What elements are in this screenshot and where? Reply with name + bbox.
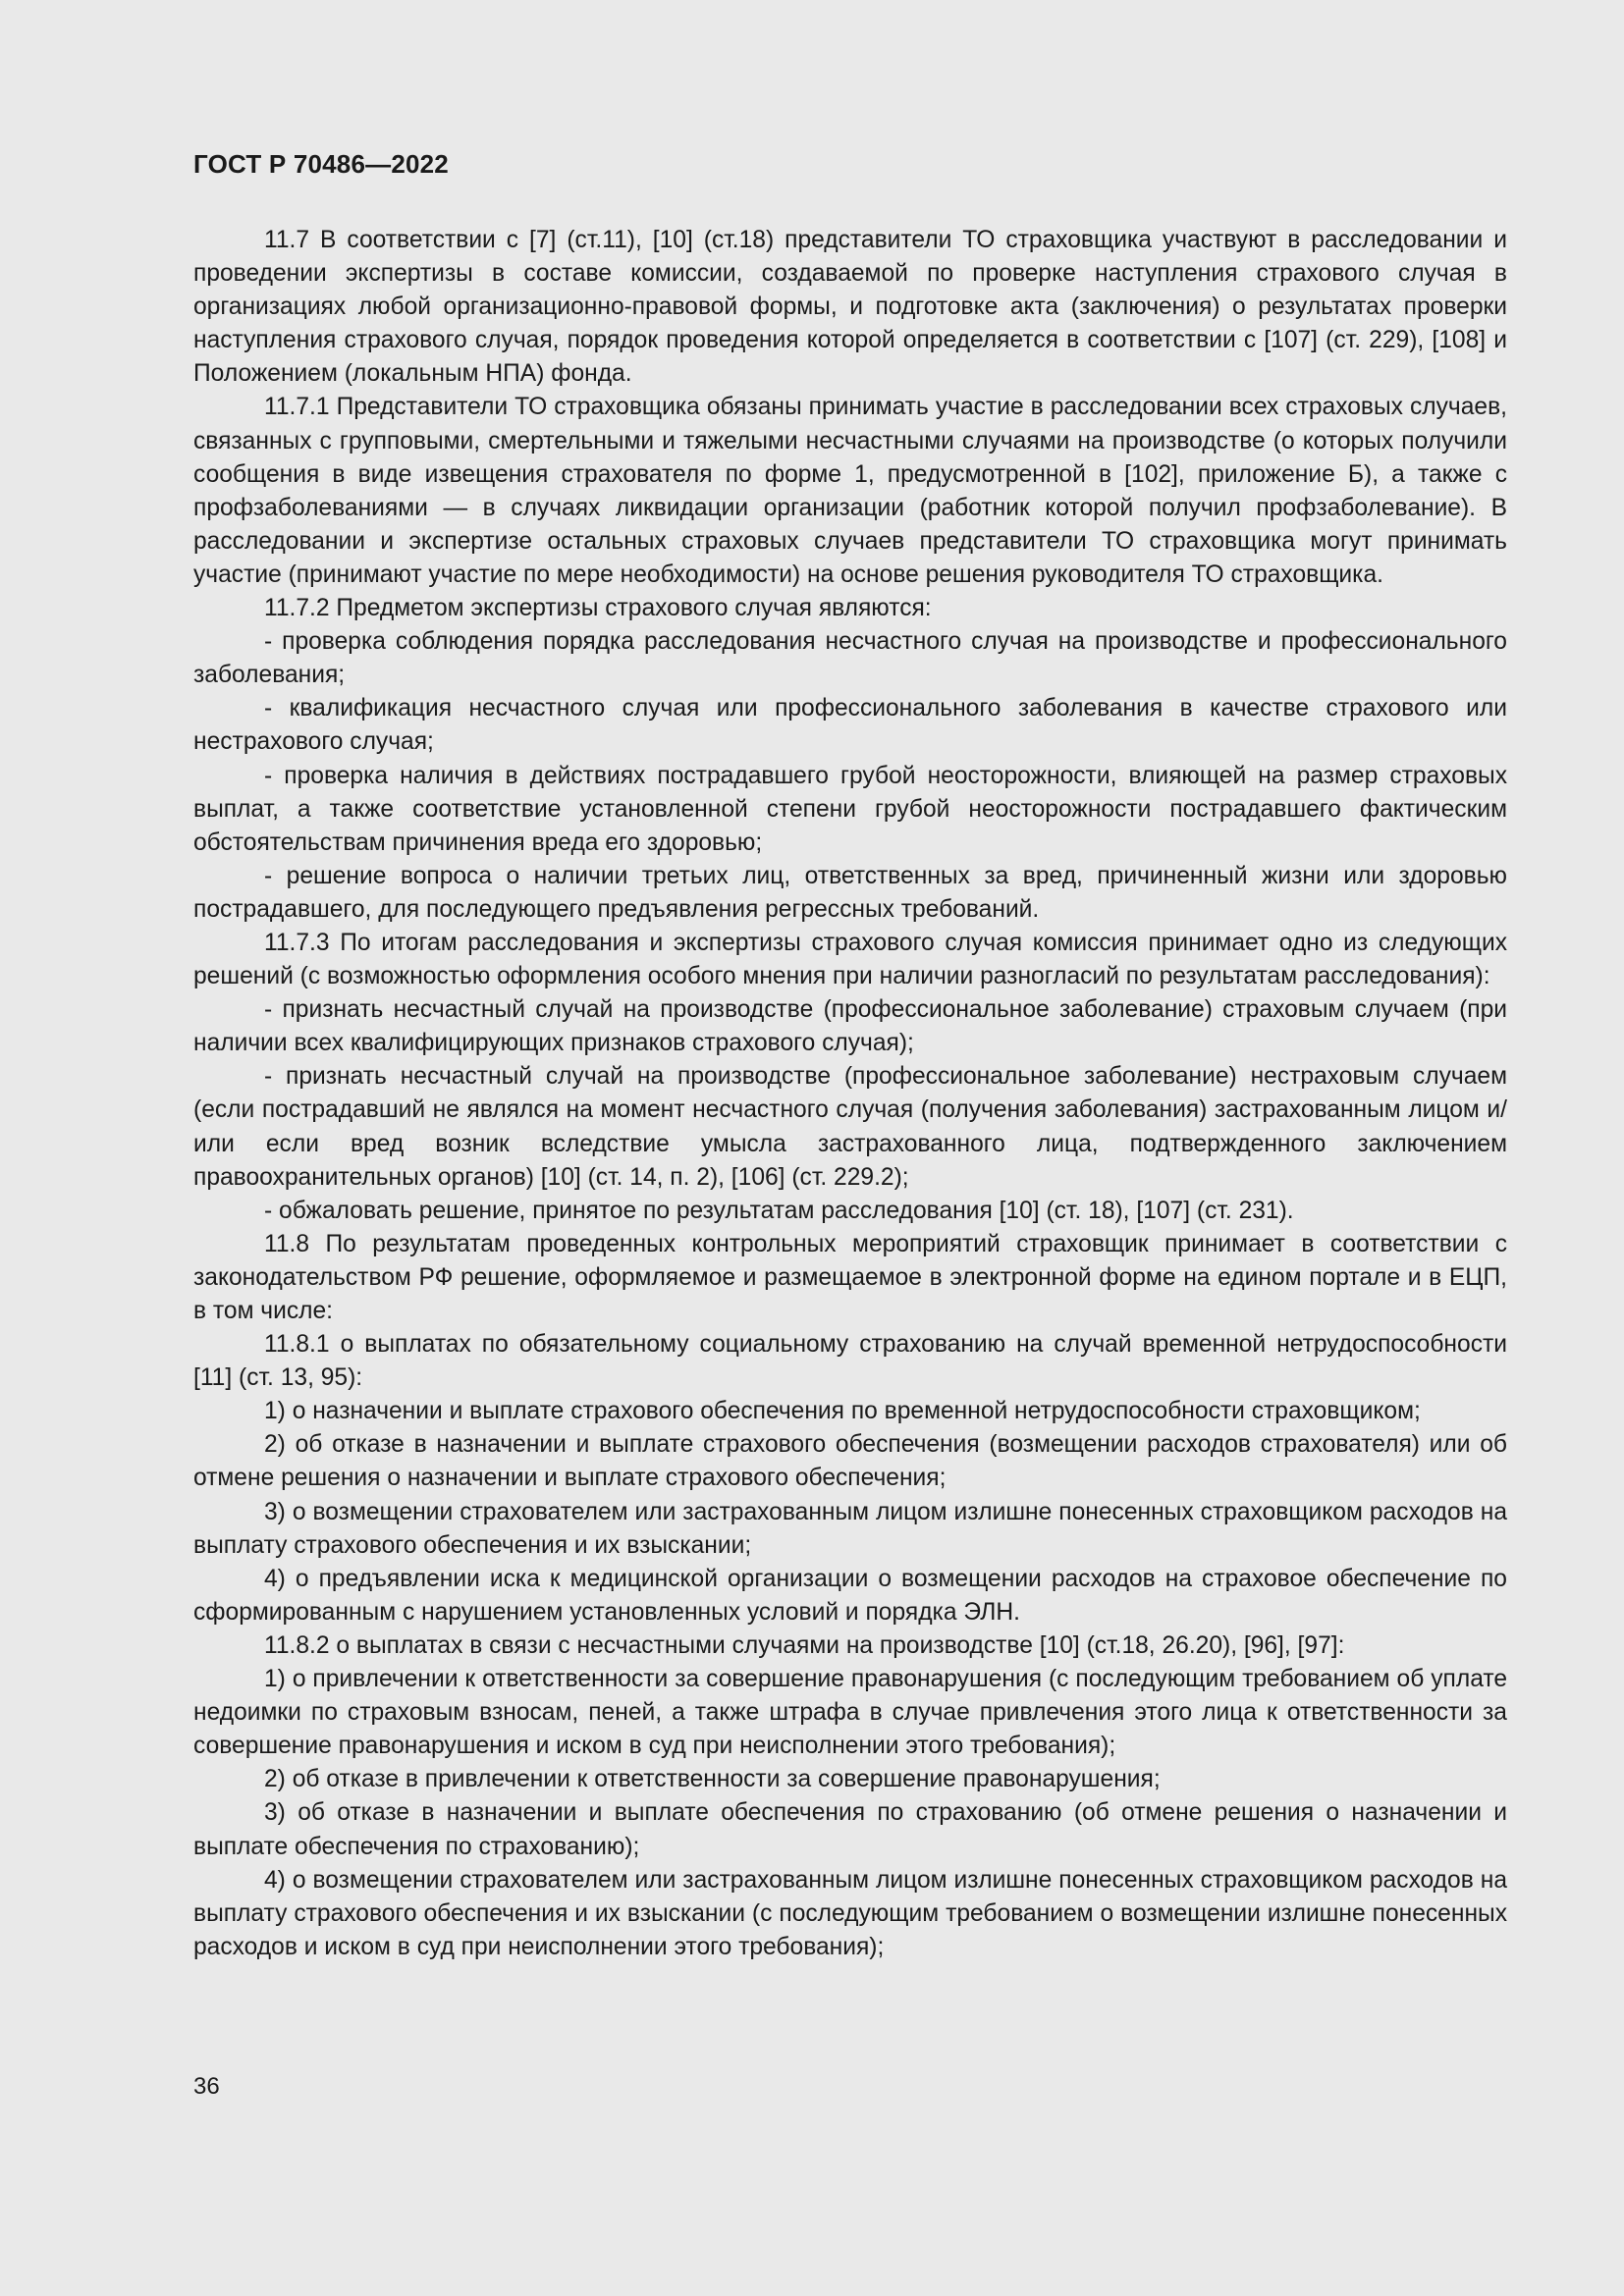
list-item: - квалификация несчастного случая или профессионального заболевания в качестве страхового или нестрахового случая; [193, 695, 1507, 756]
paragraph: 11.8.1 о выплатах по обязательному социальному страхованию на случай временной нетрудоспособности [11] (ст. 13, 95): [193, 1331, 1507, 1392]
paragraph: 11.7.3 По итогам расследования и экспертизы страхового случая комиссия принимает одно из следующих решений (с возможностью оформления особого мнения при наличии разногласий по результатам расследования): [193, 929, 1507, 990]
list-item: - обжаловать решение, принятое по результатам расследования [10] (ст. 18), [107] (ст. 231). [264, 1197, 1294, 1224]
list-item: 1) о назначении и выплате страхового обеспечения по временной нетрудоспособности страховщиком; [264, 1398, 1421, 1425]
paragraph: 11.7.1 Представители ТО страховщика обязаны принимать участие в расследовании всех страховых случаев, связанных с групповыми, смертельными и тяжелыми несчастными случаями на производстве (о которых получили сообщения в виде извещения страхователя по форме 1, предусмотренной в [102], приложение Б), а также с профзаболеваниями — в случаях ликвидации организации (работник которой получил профзаболевание). В расследовании и экспертизе остальных страховых случаев представители ТО страховщика могут принимать участие (принимают участие по мере необходимости) на основе решения руководителя ТО страховщика. [193, 394, 1507, 588]
list-item: - решение вопроса о наличии третьих лиц, ответственных за вред, причиненный жизни или здоровью пострадавшего, для последующего предъявления регрессных требований. [193, 862, 1507, 923]
paragraph: 11.7 В соответствии с [7] (ст.11), [10] (ст.18) представители ТО страховщика участвуют в расследовании и проведении экспертизы в составе комиссии, создаваемой по проверке наступления страхового случая в организациях любой организационно-правовой формы, и подготовке акта (заключения) о результатах проверки наступления страхового случая, порядок проведения которой определяется в соответствии с [107] (ст. 229), [108] и Положением (локальным НПА) фонда. [193, 227, 1507, 388]
list-item: 2) об отказе в привлечении к ответственности за совершение правонарушения; [264, 1766, 1161, 1793]
list-item: 2) об отказе в назначении и выплате страхового обеспечения (возмещении расходов страхователя) или об отмене решения о назначении и выплате страхового обеспечения; [193, 1431, 1507, 1492]
list-item: - признать несчастный случай на производстве (профессиональное заболевание) страховым случаем (при наличии всех квалифицирующих признаков страхового случая); [193, 996, 1507, 1057]
document-body [193, 224, 1507, 1964]
list-item: - проверка соблюдения порядка расследования несчастного случая на производстве и профессионального заболевания; [193, 628, 1507, 689]
list-item: 4) о возмещении страхователем или застрахованным лицом излишне понесенных страховщиком расходов на выплату страхового обеспечения и их взыскании (с последующим требованием о возмещении излишне понесенных расходов и иском в суд при неисполнении этого требования); [193, 1866, 1507, 1960]
list-item: - проверка наличия в действиях пострадавшего грубой неосторожности, влияющей на размер страховых выплат, а также соответствие установленной степени грубой неосторожности пострадавшего фактическим обстоятельствам причинения вреда его здоровью; [193, 762, 1507, 856]
list-item: 1) о привлечении к ответственности за совершение правонарушения (с последующим требованием об уплате недоимки по страховым взносам, пеней, а также штрафа в случае привлечения этого лица к ответственности за совершение правонарушения и иском в суд при неисполнении этого требования); [193, 1666, 1507, 1760]
page-number: 36 [193, 2073, 220, 2100]
list-item: 3) о возмещении страхователем или застрахованным лицом излишне понесенных страховщиком расходов на выплату страхового обеспечения и их взыскании; [193, 1498, 1507, 1559]
list-item: 3) об отказе в назначении и выплате обеспечения по страхованию (об отмене решения о назначении и выплате обеспечения по страхованию); [193, 1799, 1507, 1860]
list-item: 4) о предъявлении иска к медицинской организации о возмещении расходов на страховое обеспечение по сформированным с нарушением установленных условий и порядка ЭЛН. [193, 1565, 1507, 1626]
list-item: - признать несчастный случай на производстве (профессиональное заболевание) нестраховым случаем (если пострадавший не являлся на момент несчастного случая (получения заболевания) застрахованным лицом и/или если вред возник вследствие умысла застрахованного лица, подтвержденного заключением правоохранительных органов) [10] (ст. 14, п. 2), [106] (ст. 229.2); [193, 1063, 1507, 1191]
paragraph: 11.8.2 о выплатах в связи с несчастными случаями на производстве [10] (ст.18, 26.20), [96], [97]: [264, 1631, 1345, 1659]
paragraph: 11.7.2 Предметом экспертизы страхового случая являются: [264, 595, 932, 622]
paragraph: 11.8 По результатам проведенных контрольных мероприятий страховщик принимает в соответствии с законодательством РФ решение, оформляемое и размещаемое в электронной форме на едином портале и в ЕЦП, в том числе: [193, 1230, 1507, 1324]
document-header: ГОСТ Р 70486—2022 [193, 149, 449, 179]
